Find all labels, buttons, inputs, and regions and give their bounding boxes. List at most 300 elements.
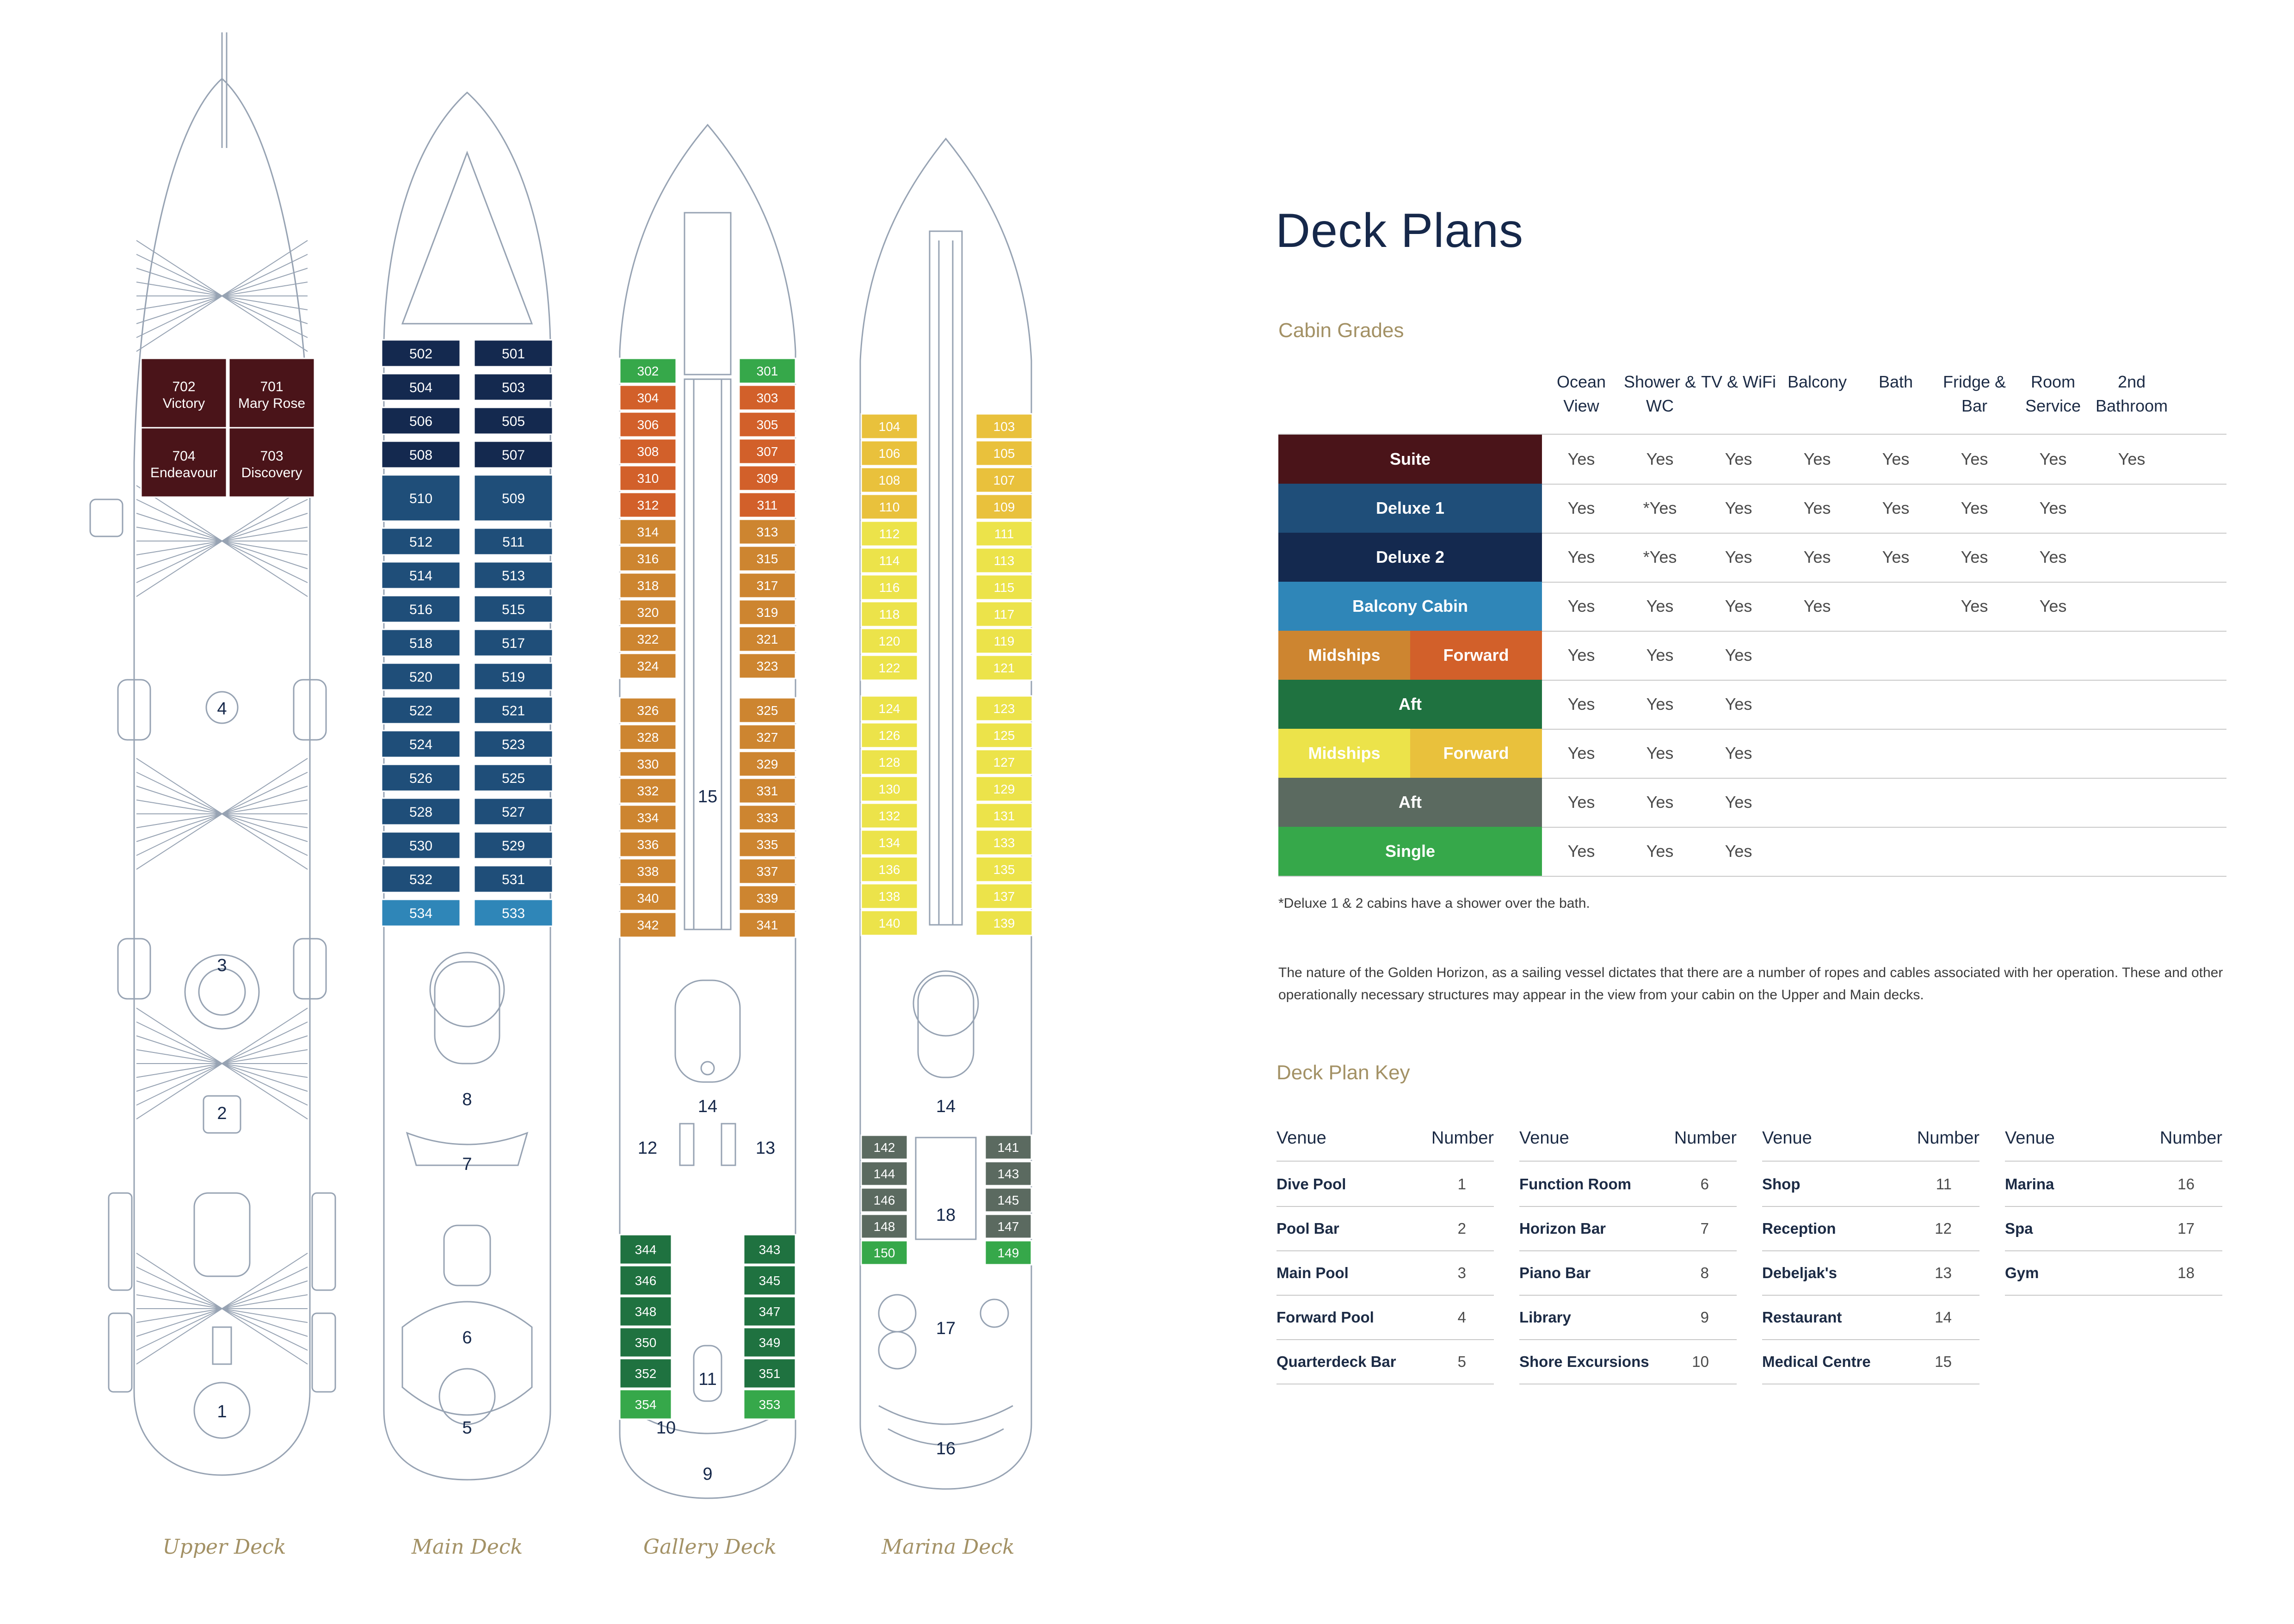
- cabin-number: 305: [756, 418, 778, 432]
- cabin-number: 108: [878, 473, 900, 488]
- cabin: [382, 629, 460, 656]
- key-row: [1519, 1295, 1737, 1340]
- cabin: [976, 628, 1032, 653]
- column-header: TV & WiFi: [1701, 372, 1776, 391]
- cabin: [620, 1359, 672, 1388]
- grade-cell: [2014, 680, 2092, 729]
- cabin-grade-row: [1278, 484, 2226, 534]
- cabin-number: 321: [756, 632, 778, 647]
- cabin-number: 307: [756, 444, 778, 459]
- venue-number: 14: [936, 1097, 956, 1116]
- key-row: [1762, 1339, 1980, 1384]
- cabin-view-note: The nature of the Golden Horizon, as a sailing vessel dictates that there are a number of ropes and cables associated with her operation. These and other operationally necessary structures may appear in the view from your cabin on the Upper and Main decks.: [1278, 965, 2223, 1003]
- cabin-number: 526: [409, 770, 433, 786]
- grade-cell: [1856, 582, 1935, 631]
- grade-name: Aft: [1278, 778, 1542, 827]
- key-number: 14: [1935, 1309, 1952, 1326]
- cabin-number: 345: [758, 1273, 781, 1288]
- cabin: [861, 776, 918, 801]
- cabin-number: 534: [409, 905, 433, 921]
- cabin-number: 139: [993, 916, 1015, 931]
- cabin-number: 144: [873, 1167, 895, 1181]
- column-header: Bath: [1878, 372, 1913, 391]
- grade-cell: [1778, 827, 1856, 876]
- key-number: 2: [1457, 1220, 1466, 1237]
- key-number: 8: [1700, 1264, 1709, 1281]
- cabin: [861, 696, 918, 721]
- cabin: [976, 655, 1032, 680]
- key-row: [1276, 1250, 1494, 1296]
- grade-cell: Yes: [2039, 597, 2067, 615]
- cabin-number: 502: [409, 346, 433, 362]
- cabin: [620, 832, 676, 857]
- cabin: [620, 751, 676, 776]
- cabin-number: 123: [993, 701, 1015, 716]
- cabin-number: 334: [637, 811, 659, 825]
- cabin: [474, 562, 553, 589]
- cabin: [744, 1390, 796, 1419]
- cabin-number: 106: [878, 446, 900, 461]
- grade-name: Deluxe 2: [1278, 533, 1542, 582]
- cabin: [985, 1135, 1031, 1159]
- cabin-number: 522: [409, 703, 433, 719]
- cabin: [861, 723, 918, 748]
- cabin: [739, 627, 796, 652]
- cabin: [739, 698, 796, 723]
- key-number-header: Number: [1917, 1128, 1980, 1148]
- suite-cabin: [141, 428, 227, 497]
- key-venue: Dive Pool: [1276, 1175, 1346, 1193]
- key-number-header: Number: [1431, 1128, 1494, 1148]
- venue-number: 10: [656, 1418, 676, 1438]
- cabin: [739, 751, 796, 776]
- venue-number: 5: [462, 1418, 472, 1438]
- cabin: [739, 412, 796, 437]
- key-venue: Shop: [1762, 1175, 1801, 1193]
- grade-cell: Yes: [1725, 842, 1752, 861]
- suite-cabin: [229, 358, 314, 428]
- cabin: [620, 778, 676, 803]
- grade-cell: [2092, 631, 2171, 680]
- cabin-grade-row: [1278, 680, 2226, 730]
- grade-cell: [1856, 631, 1935, 680]
- cabin: [620, 492, 676, 517]
- table-divider: [1278, 434, 2226, 435]
- cabin: [620, 1390, 672, 1419]
- cabin: [976, 548, 1032, 573]
- key-row: [2005, 1162, 2222, 1207]
- venue-number: 2: [217, 1104, 227, 1123]
- cabin: [620, 1266, 672, 1295]
- cabin: [861, 468, 918, 492]
- cabin-number: 509: [501, 491, 525, 506]
- cabin-number: 348: [635, 1304, 657, 1319]
- cabin: [474, 340, 553, 367]
- cabin-number: 517: [501, 635, 525, 651]
- cabin-number: 301: [756, 364, 778, 379]
- cabin-number: 528: [409, 804, 433, 820]
- cabin-number: 349: [758, 1335, 781, 1350]
- key-number: 13: [1935, 1264, 1952, 1281]
- cabin: [739, 832, 796, 857]
- cabin-grade-row: [1278, 729, 2226, 779]
- cabin-number: 505: [501, 413, 525, 429]
- cabin: [985, 1188, 1031, 1212]
- suite-cabin: [229, 428, 314, 497]
- cabin: [739, 600, 796, 625]
- key-number: 15: [1935, 1353, 1952, 1370]
- key-header: [1276, 1119, 1494, 1162]
- venue-number: 13: [755, 1138, 776, 1158]
- grade-cell: [1856, 680, 1935, 729]
- key-number: 4: [1457, 1309, 1466, 1326]
- grade-cell: [1778, 778, 1856, 827]
- cabin-number: 324: [637, 659, 659, 674]
- cabin: [382, 407, 460, 434]
- cabin-number: 354: [635, 1397, 657, 1412]
- deck-key-title: Deck Plan Key: [1276, 1061, 1410, 1084]
- cabin: [739, 725, 796, 750]
- cabin: [744, 1297, 796, 1326]
- cabin-number: 352: [635, 1366, 657, 1381]
- cabin: [474, 596, 553, 622]
- cabin-number: 532: [409, 872, 433, 887]
- cabin: [739, 439, 796, 464]
- suite-name: Mary Rose: [238, 396, 306, 411]
- grade-cell: [2092, 680, 2171, 729]
- cabin-number: 501: [501, 346, 525, 362]
- cabin-number: 309: [756, 471, 778, 486]
- cabin: [620, 358, 676, 383]
- cabin: [620, 573, 676, 598]
- cabin: [739, 492, 796, 517]
- grade-cell: [1856, 778, 1935, 827]
- cabin-number: 323: [756, 659, 778, 674]
- grade-cell: [1778, 680, 1856, 729]
- cabin: [739, 859, 796, 884]
- venue-number: 16: [936, 1439, 956, 1458]
- grade-cell: [2014, 631, 2092, 680]
- venue-number: 15: [697, 787, 718, 806]
- cabin: [474, 475, 553, 521]
- cabin: [382, 528, 460, 555]
- cabin-number: 308: [637, 444, 659, 459]
- cabin-number: 329: [756, 757, 778, 772]
- grade-cell: Yes: [1725, 646, 1752, 664]
- key-number: 6: [1700, 1175, 1709, 1193]
- cabin-number: 128: [878, 755, 900, 770]
- key-number-header: Number: [1674, 1128, 1737, 1148]
- key-row: [1762, 1162, 1980, 1207]
- key-header: [1519, 1119, 1737, 1162]
- cabin-number: 132: [878, 809, 900, 824]
- cabin-number: 306: [637, 418, 659, 432]
- cabin: [976, 494, 1032, 519]
- grade-name: Balcony Cabin: [1278, 582, 1542, 631]
- cabin: [985, 1162, 1031, 1186]
- grade-cell: Yes: [1567, 695, 1595, 714]
- key-row: [1276, 1339, 1494, 1384]
- cabin-number: 143: [997, 1167, 1019, 1181]
- key-venue: Library: [1519, 1309, 1571, 1326]
- cabin: [861, 884, 918, 909]
- cabin-number: 332: [637, 784, 659, 799]
- cabin-number: 322: [637, 632, 659, 647]
- cabin-number: 118: [879, 607, 900, 622]
- cabin-grade-row: [1278, 435, 2226, 485]
- key-venue: Marina: [2005, 1175, 2054, 1193]
- column-header: Room Service: [2025, 372, 2081, 415]
- cabin-number: 310: [637, 471, 659, 486]
- cabin-number: 513: [501, 568, 525, 584]
- cabin: [739, 653, 796, 678]
- cabin-number: 337: [756, 864, 778, 879]
- cabin-number: 340: [637, 891, 659, 906]
- venue-number: 12: [637, 1138, 658, 1158]
- cabin-number: 304: [637, 391, 659, 406]
- grade-cell: Yes: [1803, 449, 1831, 468]
- cabin: [976, 884, 1032, 909]
- key-venue: Horizon Bar: [1519, 1220, 1606, 1237]
- cabin-number: 119: [993, 634, 1015, 649]
- venue-number: 17: [936, 1319, 956, 1338]
- cabin: [474, 866, 553, 892]
- cabin-number: 353: [758, 1397, 781, 1412]
- cabin: [861, 655, 918, 680]
- cabin-number: 504: [409, 380, 433, 395]
- grade-name: Forward: [1410, 631, 1542, 680]
- grade-cell: Yes: [1882, 449, 1910, 468]
- cabin: [620, 859, 676, 884]
- cabin-number: 518: [409, 635, 433, 651]
- cabin: [382, 764, 460, 791]
- cabin: [382, 832, 460, 859]
- venue-number: 14: [697, 1097, 718, 1116]
- cabin-number: 521: [501, 703, 525, 719]
- cabin: [739, 912, 796, 937]
- grade-cell: [1778, 631, 1856, 680]
- cabin-number: 145: [997, 1193, 1019, 1208]
- cabin-number: 514: [409, 568, 433, 584]
- cabin: [739, 805, 796, 830]
- key-number: 17: [2177, 1220, 2195, 1237]
- grade-cell: Yes: [1567, 646, 1595, 664]
- cabin-number: 508: [409, 447, 433, 463]
- cabin-number: 330: [637, 757, 659, 772]
- key-row: [1762, 1250, 1980, 1296]
- grade-cell: Yes: [1646, 793, 1674, 812]
- cabin-number: 113: [993, 554, 1015, 568]
- cabin-number: 114: [879, 554, 900, 568]
- grade-cell: [1935, 729, 2014, 778]
- grade-cell: Yes: [2039, 498, 2067, 517]
- grade-cell: [2014, 729, 2092, 778]
- page-title: Deck Plans: [1276, 204, 1523, 258]
- grade-cell: Yes: [1567, 842, 1595, 861]
- key-venue-header: Venue: [1276, 1128, 1326, 1148]
- grade-cell: Yes: [1725, 449, 1752, 468]
- venue-number: 9: [703, 1464, 713, 1484]
- cabin-number: 147: [997, 1219, 1019, 1234]
- cabin: [861, 441, 918, 466]
- cabin: [620, 466, 676, 491]
- cabin-number: 702: [172, 379, 196, 394]
- key-venue-header: Venue: [1519, 1128, 1569, 1148]
- cabin-grades-header: [1278, 370, 2226, 425]
- deck-label-gallery: Gallery Deck: [643, 1535, 777, 1559]
- cabin-number: 347: [758, 1304, 781, 1319]
- cabin-number: 530: [409, 838, 433, 854]
- grade-cell: Yes: [1961, 547, 1988, 566]
- cabin-number: 506: [409, 413, 433, 429]
- cabin: [739, 573, 796, 598]
- cabin: [620, 912, 676, 937]
- grade-cell: Yes: [1803, 498, 1831, 517]
- column-header: Shower & WC: [1623, 372, 1696, 415]
- cabin-number: 138: [878, 889, 900, 904]
- cabin-number: 350: [635, 1335, 657, 1350]
- grade-cell: Yes: [1725, 744, 1752, 763]
- grade-name: Deluxe 1: [1278, 484, 1542, 533]
- cabin-number: 529: [501, 838, 525, 854]
- key-number: 9: [1700, 1309, 1709, 1326]
- grade-cell: Yes: [1646, 695, 1674, 714]
- cabin-grades-title: Cabin Grades: [1278, 319, 1404, 342]
- cabin: [382, 663, 460, 690]
- cabin: [474, 629, 553, 656]
- grade-cell: Yes: [1567, 498, 1595, 517]
- grade-cell: [1856, 729, 1935, 778]
- key-venue: Pool Bar: [1276, 1220, 1339, 1237]
- key-venue: Function Room: [1519, 1175, 1631, 1193]
- cabin-number: 148: [873, 1219, 895, 1234]
- cabin-number: 319: [756, 605, 778, 620]
- venue-number: 18: [936, 1206, 956, 1225]
- grade-cell: [1935, 631, 2014, 680]
- venue-number: 3: [217, 956, 227, 975]
- cabin: [861, 1162, 907, 1186]
- grade-cell: Yes: [1882, 498, 1910, 517]
- cabin: [976, 602, 1032, 627]
- cabin-number: 346: [635, 1273, 657, 1288]
- cabin-number: 136: [878, 862, 900, 877]
- cabin: [744, 1328, 796, 1357]
- cabin: [474, 407, 553, 434]
- key-venue: Reception: [1762, 1220, 1836, 1237]
- cabin: [976, 575, 1032, 600]
- grade-swatch: [1278, 631, 1542, 680]
- cabin-footnote: *Deluxe 1 & 2 cabins have a shower over the bath.: [1278, 896, 1590, 911]
- venue-number: 7: [462, 1155, 472, 1174]
- cabin-number: 317: [756, 578, 778, 593]
- grade-cell: Yes: [2039, 449, 2067, 468]
- cabin-number: 150: [873, 1246, 895, 1261]
- info-panel: [1258, 0, 2294, 1622]
- cabin-number: 105: [993, 446, 1015, 461]
- cabin-number: 140: [878, 916, 900, 931]
- cabin: [620, 627, 676, 652]
- cabin: [620, 725, 676, 750]
- cabin: [861, 750, 918, 775]
- column-header: Fridge & Bar: [1942, 372, 2006, 415]
- key-header: [1762, 1119, 1980, 1162]
- cabin: [474, 731, 553, 757]
- key-venue: Main Pool: [1276, 1264, 1349, 1281]
- cabin: [620, 546, 676, 571]
- key-number: 10: [1692, 1353, 1709, 1370]
- grade-cell: *Yes: [1643, 498, 1677, 517]
- cabin: [620, 519, 676, 544]
- cabin: [861, 628, 918, 653]
- cabin: [861, 1188, 907, 1212]
- key-row: [1519, 1162, 1737, 1207]
- grade-cell: [2014, 827, 2092, 876]
- cabin: [620, 1235, 672, 1264]
- cabin: [739, 519, 796, 544]
- key-number: 3: [1457, 1264, 1466, 1281]
- cabin: [474, 441, 553, 468]
- cabin: [620, 805, 676, 830]
- cabin-number: 111: [994, 527, 1014, 541]
- cabin: [739, 778, 796, 803]
- grade-cell: Yes: [1803, 547, 1831, 566]
- cabin: [976, 776, 1032, 801]
- key-row: [1762, 1206, 1980, 1251]
- cabin-number: 338: [637, 864, 659, 879]
- cabin: [976, 468, 1032, 492]
- key-venue: Debeljak's: [1762, 1264, 1837, 1281]
- cabin: [861, 1214, 907, 1238]
- cabin: [861, 414, 918, 439]
- cabin-number: 515: [501, 602, 525, 617]
- cabin: [474, 832, 553, 859]
- cabin: [739, 886, 796, 910]
- key-venue: Shore Excursions: [1519, 1353, 1649, 1370]
- cabin: [976, 696, 1032, 721]
- suite-name: Victory: [162, 396, 205, 411]
- cabin-number: 104: [878, 419, 900, 434]
- cabin-number: 507: [501, 447, 525, 463]
- venue-number: 6: [462, 1328, 472, 1347]
- key-number-header: Number: [2159, 1128, 2222, 1148]
- key-row: [1519, 1339, 1737, 1384]
- suite-name: Discovery: [241, 465, 302, 480]
- grade-name: Suite: [1278, 435, 1542, 484]
- cabin: [382, 596, 460, 622]
- cabin-number: 333: [756, 811, 778, 825]
- cabin-number: 121: [993, 661, 1015, 676]
- cabin-number: 149: [997, 1246, 1019, 1261]
- cabin-grade-row: [1278, 631, 2226, 681]
- grade-cell: Yes: [1646, 744, 1674, 763]
- cabin-number: 704: [172, 449, 196, 464]
- cabin: [861, 830, 918, 855]
- grade-cell: [1935, 778, 2014, 827]
- cabin-number: 325: [756, 703, 778, 718]
- cabin-number: 109: [993, 500, 1015, 515]
- cabin: [861, 602, 918, 627]
- cabin: [739, 466, 796, 491]
- cabin-number: 327: [756, 730, 778, 745]
- cabin: [620, 385, 676, 410]
- cabin: [474, 528, 553, 555]
- cabin: [739, 385, 796, 410]
- grade-name: Midships: [1278, 631, 1410, 680]
- cabin-number: 110: [879, 500, 900, 515]
- suite-name: Endeavour: [150, 465, 218, 480]
- cabin: [382, 441, 460, 468]
- cabin: [620, 439, 676, 464]
